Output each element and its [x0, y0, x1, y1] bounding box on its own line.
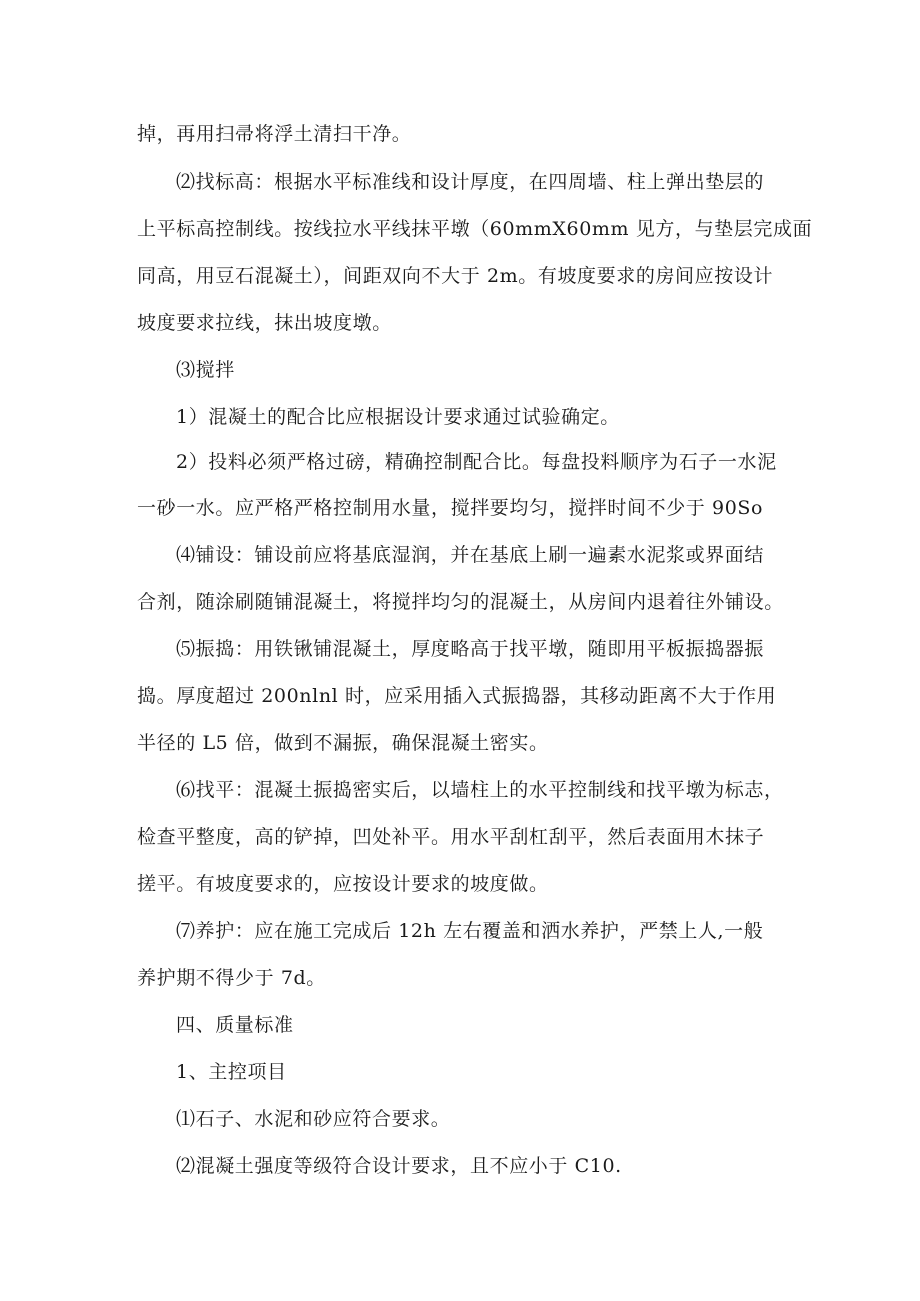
text-line: 搓平。有坡度要求的，应按设计要求的坡度做。 — [137, 873, 549, 895]
text-line: 一砂一水。应严格严格控制用水量，搅拌要均匀，搅拌时间不少于 90So — [137, 497, 764, 519]
text-line: 上平标高控制线。按线拉水平线抹平墩（60mmX60mm 见方，与垫层完成面 — [137, 218, 813, 240]
text-line: ⑸振捣：用铁锹铺混凝土，厚度略高于找平墩，随即用平板振捣器振 — [176, 638, 765, 660]
text-line: ⑹找平：混凝土振捣密实后，以墙柱上的水平控制线和找平墩为标志， — [176, 779, 784, 801]
text-line: ⑵找标高：根据水平标准线和设计厚度，在四周墙、柱上弹出垫层的 — [176, 171, 765, 193]
text-line: ⑺养护：应在施工完成后 12h 左右覆盖和洒水养护，严禁上人,一般 — [176, 920, 764, 942]
text-line: 坡度要求拉线，抹出坡度墩。 — [137, 312, 392, 334]
text-line: ⑵混凝土强度等级符合设计要求，且不应小于 C10. — [176, 1155, 622, 1177]
text-line: 检查平整度，高的铲掉，凹处补平。用水平刮杠刮平，然后表面用木抹子 — [137, 826, 765, 848]
text-line: 合剂，随涂刷随铺混凝土，将搅拌均匀的混凝土，从房间内退着往外铺设。 — [137, 591, 784, 613]
text-line: ⑷铺设：铺设前应将基底湿润，并在基底上刷一遍素水泥浆或界面结 — [176, 544, 765, 566]
text-line: 捣。厚度超过 200nlnl 时，应采用插入式振捣器，其移动距离不大于作用 — [137, 685, 777, 707]
subsection-heading: 1、主控项目 — [176, 1061, 287, 1083]
text-line: 半径的 L5 倍，做到不漏振，确保混凝土密实。 — [137, 732, 549, 754]
text-line: ⑴石子、水泥和砂应符合要求。 — [176, 1108, 451, 1130]
text-line: 1）混凝土的配合比应根据设计要求通过试验确定。 — [176, 406, 620, 428]
section-heading: 四、质量标准 — [176, 1014, 294, 1036]
text-line: 养护期不得少于 7d。 — [137, 967, 326, 989]
text-line: 2）投料必须严格过磅，精确控制配合比。每盘投料顺序为石子一水泥 — [176, 451, 777, 473]
text-line: 同高，用豆石混凝土），间距双向不大于 2m。有坡度要求的房间应按设计 — [137, 265, 774, 287]
text-line: ⑶搅拌 — [176, 359, 235, 381]
text-line: 掉，再用扫帚将浮土清扫干净。 — [137, 123, 412, 145]
